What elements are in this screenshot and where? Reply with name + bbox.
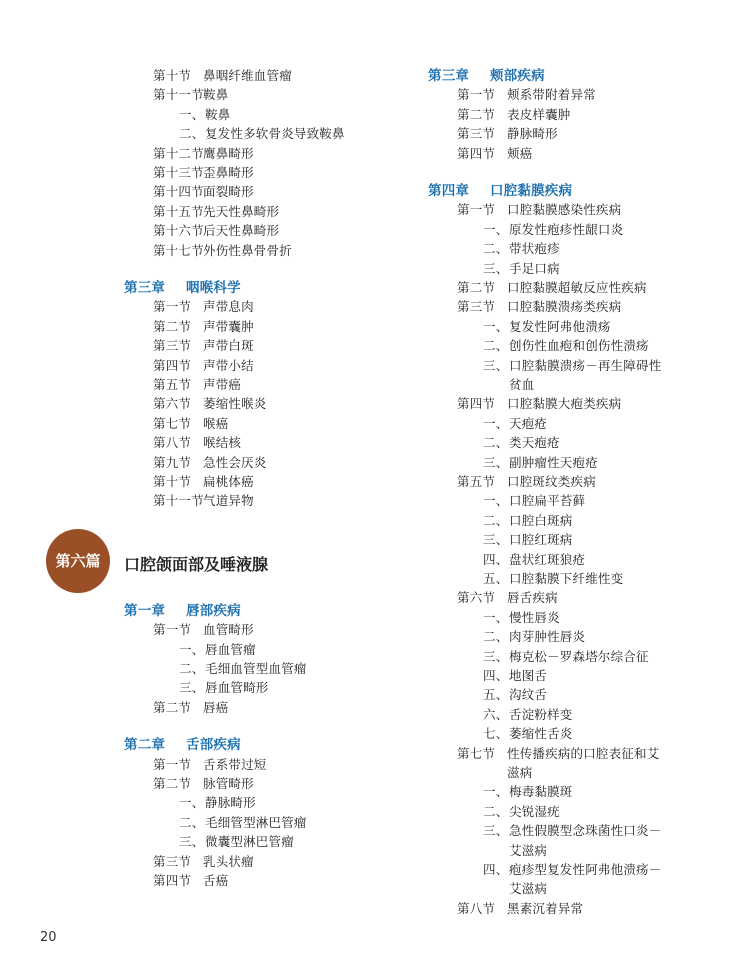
toc-title: 鼻咽纤维血管瘤 — [203, 68, 292, 83]
toc-title: 唇癌 — [203, 700, 229, 715]
toc-title: 口腔黏膜下纤维性变 — [509, 571, 624, 586]
toc-number: 二、 — [483, 241, 509, 256]
part-badge-label: 第六篇 — [55, 552, 101, 570]
toc-number: 第十一节 — [153, 87, 204, 102]
toc-number: 四、 — [483, 668, 509, 683]
toc-number: 第十节 — [153, 474, 192, 489]
toc-number: 第一节 — [153, 622, 192, 637]
toc-title: 声带息肉 — [203, 299, 254, 314]
toc-item[interactable] — [483, 338, 649, 354]
toc-section[interactable] — [153, 396, 267, 412]
toc-number: 三、 — [483, 532, 509, 547]
toc-title: 口腔黏膜溃疡类疾病 — [507, 299, 622, 314]
toc-number: 第十节 — [153, 68, 192, 83]
toc-title: 疱疹型复发性阿弗他溃疡－ — [509, 862, 662, 877]
toc-title-continuation: 滋病 — [507, 765, 533, 780]
toc-item[interactable] — [179, 815, 307, 831]
toc-title: 舌癌 — [203, 873, 229, 888]
toc-item[interactable] — [179, 126, 345, 142]
toc-section[interactable] — [457, 87, 596, 103]
toc-section[interactable] — [153, 854, 254, 870]
toc-number: 第十五节 — [153, 204, 204, 219]
toc-number: 四、 — [483, 862, 509, 877]
toc-title: 原发性疱疹性龈口炎 — [509, 222, 624, 237]
toc-title: 气道异物 — [203, 493, 254, 508]
toc-title: 鹰鼻畸形 — [203, 146, 254, 161]
toc-number: 第七节 — [457, 746, 496, 761]
toc-title-continuation: 贫血 — [509, 377, 535, 392]
toc-title: 毛细管型淋巴管瘤 — [205, 815, 307, 830]
toc-section[interactable] — [457, 280, 647, 296]
toc-title: 口腔黏膜大疱类疾病 — [507, 396, 622, 411]
toc-title: 毛细血管型血管瘤 — [205, 661, 307, 676]
toc-section[interactable] — [153, 184, 254, 200]
toc-title: 鞍鼻 — [205, 107, 231, 122]
toc-number: 第十七节 — [153, 243, 204, 258]
toc-number: 第四节 — [457, 146, 496, 161]
toc-number: 三、 — [483, 455, 509, 470]
toc-title: 黑素沉着异常 — [507, 901, 584, 916]
toc-item[interactable] — [179, 680, 269, 696]
toc-section[interactable] — [153, 146, 254, 162]
toc-title: 口腔白斑病 — [509, 513, 573, 528]
toc-section[interactable] — [153, 223, 279, 239]
toc-title: 鞍鼻 — [203, 87, 229, 102]
toc-title: 颊系带附着异常 — [507, 87, 596, 102]
toc-number: 第一节 — [457, 87, 496, 102]
toc-section[interactable] — [457, 590, 558, 606]
toc-number: 第十一节 — [153, 493, 204, 508]
toc-number: 第五节 — [153, 377, 192, 392]
toc-number: 七、 — [483, 726, 509, 741]
toc-section[interactable] — [153, 243, 292, 259]
toc-number: 第二节 — [457, 280, 496, 295]
toc-number: 第四章 — [428, 183, 470, 199]
toc-item[interactable] — [179, 642, 256, 658]
toc-number: 第七节 — [153, 416, 192, 431]
toc-title: 沟纹舌 — [509, 687, 548, 702]
toc-title: 复发性多软骨炎导致鞍鼻 — [205, 126, 345, 141]
toc-item[interactable] — [483, 649, 649, 665]
toc-number: 二、 — [483, 513, 509, 528]
toc-title: 梅毒黏膜斑 — [509, 784, 573, 799]
toc-title: 舌淀粉样变 — [509, 707, 573, 722]
toc-number: 二、 — [483, 435, 509, 450]
toc-item[interactable] — [483, 493, 585, 509]
toc-number: 第六节 — [153, 396, 192, 411]
toc-title: 复发性阿弗他溃疡 — [509, 319, 611, 334]
toc-title: 乳头状瘤 — [203, 854, 254, 869]
toc-title: 天疱疮 — [509, 416, 548, 431]
part-title[interactable]: 口腔颌面部及唾液腺 — [124, 555, 269, 574]
toc-title: 咽喉科学 — [186, 280, 241, 296]
toc-title: 颊癌 — [507, 146, 533, 161]
toc-number: 第二章 — [124, 737, 166, 753]
toc-item[interactable] — [483, 241, 560, 257]
toc-number: 第三节 — [153, 338, 192, 353]
toc-number: 一、 — [179, 642, 205, 657]
toc-section[interactable] — [153, 493, 254, 509]
toc-number: 六、 — [483, 707, 509, 722]
toc-number: 第三节 — [153, 854, 192, 869]
toc-section[interactable] — [153, 68, 292, 84]
toc-title: 口腔黏膜疾病 — [490, 183, 573, 199]
toc-title: 口腔黏膜超敏反应性疾病 — [507, 280, 647, 295]
toc-number: 第二节 — [457, 107, 496, 122]
toc-item[interactable] — [179, 834, 294, 850]
toc-number: 三、 — [483, 358, 509, 373]
toc-title: 类天疱疮 — [509, 435, 560, 450]
toc-number: 第四节 — [457, 396, 496, 411]
toc-number: 第三章 — [428, 68, 470, 84]
toc-section[interactable] — [153, 776, 254, 792]
toc-number: 五、 — [483, 687, 509, 702]
toc-number: 二、 — [179, 661, 205, 676]
toc-item[interactable] — [483, 707, 573, 723]
toc-title: 性传播疾病的口腔表征和艾 — [507, 746, 660, 761]
toc-number: 第六节 — [457, 590, 496, 605]
toc-item[interactable] — [483, 416, 547, 432]
toc-number: 二、 — [483, 629, 509, 644]
toc-number: 三、 — [483, 649, 509, 664]
toc-title: 表皮样囊肿 — [507, 107, 571, 122]
toc-title: 创伤性血疱和创伤性溃疡 — [509, 338, 649, 353]
toc-title: 口腔黏膜感染性疾病 — [507, 202, 622, 217]
toc-section[interactable] — [153, 87, 228, 103]
page-number: 20 — [40, 930, 57, 945]
toc-item[interactable] — [483, 862, 661, 878]
toc-section[interactable] — [457, 474, 596, 490]
toc-chapter[interactable] — [428, 68, 545, 84]
toc-number: 一、 — [483, 416, 509, 431]
toc-title: 盘状红斑狼疮 — [509, 552, 586, 567]
toc-title-continuation: 艾滋病 — [509, 843, 548, 858]
toc-item[interactable] — [483, 532, 573, 548]
toc-section[interactable] — [457, 107, 571, 123]
toc-title: 唇舌疾病 — [507, 590, 558, 605]
toc-item[interactable] — [483, 455, 598, 471]
toc-number: 一、 — [179, 795, 205, 810]
toc-number: 第一节 — [153, 299, 192, 314]
toc-title: 扁桃体癌 — [203, 474, 254, 489]
toc-title: 声带囊肿 — [203, 319, 254, 334]
toc-title: 萎缩性舌炎 — [509, 726, 573, 741]
toc-number: 第二节 — [153, 319, 192, 334]
toc-item[interactable] — [483, 784, 573, 800]
toc-number: 第一节 — [457, 202, 496, 217]
toc-item[interactable] — [483, 571, 623, 587]
toc-item[interactable] — [483, 435, 560, 451]
toc-title: 面裂畸形 — [203, 184, 254, 199]
toc-section[interactable] — [153, 622, 254, 638]
toc-title: 喉结核 — [203, 435, 242, 450]
toc-title: 唇血管瘤 — [205, 642, 256, 657]
toc-item[interactable] — [483, 610, 560, 626]
toc-section[interactable] — [457, 126, 558, 142]
toc-number: 三、 — [483, 823, 509, 838]
toc-number: 第二节 — [153, 776, 192, 791]
toc-section[interactable] — [153, 757, 267, 773]
toc-item[interactable] — [483, 687, 547, 703]
toc-title: 微囊型淋巴管瘤 — [205, 834, 294, 849]
toc-title: 口腔黏膜溃疡－再生障碍性 — [509, 358, 662, 373]
toc-section[interactable] — [457, 146, 532, 162]
toc-title: 颊部疾病 — [490, 68, 545, 84]
toc-number: 第三节 — [457, 126, 496, 141]
toc-item[interactable] — [483, 513, 573, 529]
toc-title: 唇血管畸形 — [205, 680, 269, 695]
toc-title: 脉管畸形 — [203, 776, 254, 791]
toc-section[interactable] — [153, 455, 267, 471]
toc-title: 静脉畸形 — [205, 795, 256, 810]
toc-title: 声带癌 — [203, 377, 242, 392]
toc-item[interactable] — [179, 107, 230, 123]
toc-section[interactable] — [153, 204, 279, 220]
toc-number: 第八节 — [457, 901, 496, 916]
toc-title: 先天性鼻畸形 — [203, 204, 280, 219]
toc-number: 第一章 — [124, 603, 166, 619]
part-badge — [46, 529, 110, 593]
toc-item[interactable] — [179, 795, 256, 811]
toc-chapter[interactable] — [428, 183, 572, 199]
toc-number: 一、 — [483, 493, 509, 508]
toc-title: 舌系带过短 — [203, 757, 267, 772]
toc-title: 急性会厌炎 — [203, 455, 267, 470]
toc-item[interactable] — [483, 823, 661, 839]
toc-number: 第二节 — [153, 700, 192, 715]
toc-number: 第三章 — [124, 280, 166, 296]
toc-title-continuation: 艾滋病 — [509, 881, 548, 896]
toc-number: 第八节 — [153, 435, 192, 450]
toc-chapter[interactable] — [124, 280, 241, 296]
toc-number: 三、 — [179, 680, 205, 695]
toc-title: 萎缩性喉炎 — [203, 396, 267, 411]
toc-title: 声带小结 — [203, 358, 254, 373]
toc-section[interactable] — [153, 435, 241, 451]
toc-title: 喉癌 — [203, 416, 229, 431]
toc-title: 带状疱疹 — [509, 241, 560, 256]
toc-number: 一、 — [483, 222, 509, 237]
toc-item[interactable] — [483, 552, 585, 568]
toc-item[interactable] — [483, 319, 611, 335]
toc-number: 第十六节 — [153, 223, 204, 238]
toc-chapter[interactable] — [124, 737, 241, 753]
toc-number: 第十三节 — [153, 165, 204, 180]
toc-number: 第九节 — [153, 455, 192, 470]
toc-number: 二、 — [483, 804, 509, 819]
toc-number: 第四节 — [153, 873, 192, 888]
toc-item[interactable] — [483, 726, 573, 742]
toc-section[interactable] — [153, 377, 241, 393]
toc-section[interactable] — [153, 416, 228, 432]
toc-item[interactable] — [483, 629, 585, 645]
toc-item[interactable] — [483, 222, 623, 238]
toc-number: 第十二节 — [153, 146, 204, 161]
toc-number: 第十四节 — [153, 184, 204, 199]
toc-section[interactable] — [153, 338, 254, 354]
toc-title: 地图舌 — [509, 668, 548, 683]
toc-section[interactable] — [457, 396, 621, 412]
toc-title: 歪鼻畸形 — [203, 165, 254, 180]
toc-item[interactable] — [179, 661, 307, 677]
toc-section[interactable] — [153, 299, 254, 315]
toc-section[interactable] — [457, 299, 621, 315]
toc-section[interactable] — [153, 474, 254, 490]
toc-item[interactable] — [483, 358, 661, 374]
toc-number: 一、 — [483, 319, 509, 334]
toc-title: 外伤性鼻骨骨折 — [203, 243, 292, 258]
toc-number: 一、 — [179, 107, 205, 122]
toc-number: 一、 — [483, 784, 509, 799]
toc-number: 四、 — [483, 552, 509, 567]
toc-title: 急性假膜型念珠菌性口炎－ — [509, 823, 662, 838]
toc-number: 二、 — [483, 338, 509, 353]
toc-number: 三、 — [483, 261, 509, 276]
toc-section[interactable] — [153, 873, 228, 889]
toc-title: 手足口病 — [509, 261, 560, 276]
toc-item[interactable] — [483, 261, 560, 277]
toc-title: 尖锐湿疣 — [509, 804, 560, 819]
toc-section[interactable] — [457, 746, 659, 762]
toc-item[interactable] — [483, 804, 560, 820]
toc-number: 五、 — [483, 571, 509, 586]
toc-number: 第四节 — [153, 358, 192, 373]
toc-section[interactable] — [153, 358, 254, 374]
toc-number: 第五节 — [457, 474, 496, 489]
toc-title: 唇部疾病 — [186, 603, 241, 619]
toc-number: 第一节 — [153, 757, 192, 772]
toc-section[interactable] — [457, 202, 621, 218]
toc-section[interactable] — [153, 319, 254, 335]
toc-number: 一、 — [483, 610, 509, 625]
toc-title: 声带白斑 — [203, 338, 254, 353]
toc-number: 二、 — [179, 815, 205, 830]
toc-title: 口腔斑纹类疾病 — [507, 474, 596, 489]
toc-section[interactable] — [457, 901, 583, 917]
toc-title: 肉芽肿性唇炎 — [509, 629, 586, 644]
toc-number: 二、 — [179, 126, 205, 141]
toc-section[interactable] — [153, 700, 228, 716]
toc-chapter[interactable] — [124, 603, 241, 619]
toc-title: 后天性鼻畸形 — [203, 223, 280, 238]
toc-title: 静脉畸形 — [507, 126, 558, 141]
toc-number: 第三节 — [457, 299, 496, 314]
toc-title: 梅克松－罗森塔尔综合征 — [509, 649, 649, 664]
toc-title: 慢性唇炎 — [509, 610, 560, 625]
toc-title: 口腔扁平苔藓 — [509, 493, 586, 508]
toc-section[interactable] — [153, 165, 254, 181]
toc-title: 口腔红斑病 — [509, 532, 573, 547]
toc-title: 舌部疾病 — [186, 737, 241, 753]
toc-number: 三、 — [179, 834, 205, 849]
toc-title: 血管畸形 — [203, 622, 254, 637]
toc-item[interactable] — [483, 668, 547, 684]
toc-title: 副肿瘤性天疱疮 — [509, 455, 598, 470]
